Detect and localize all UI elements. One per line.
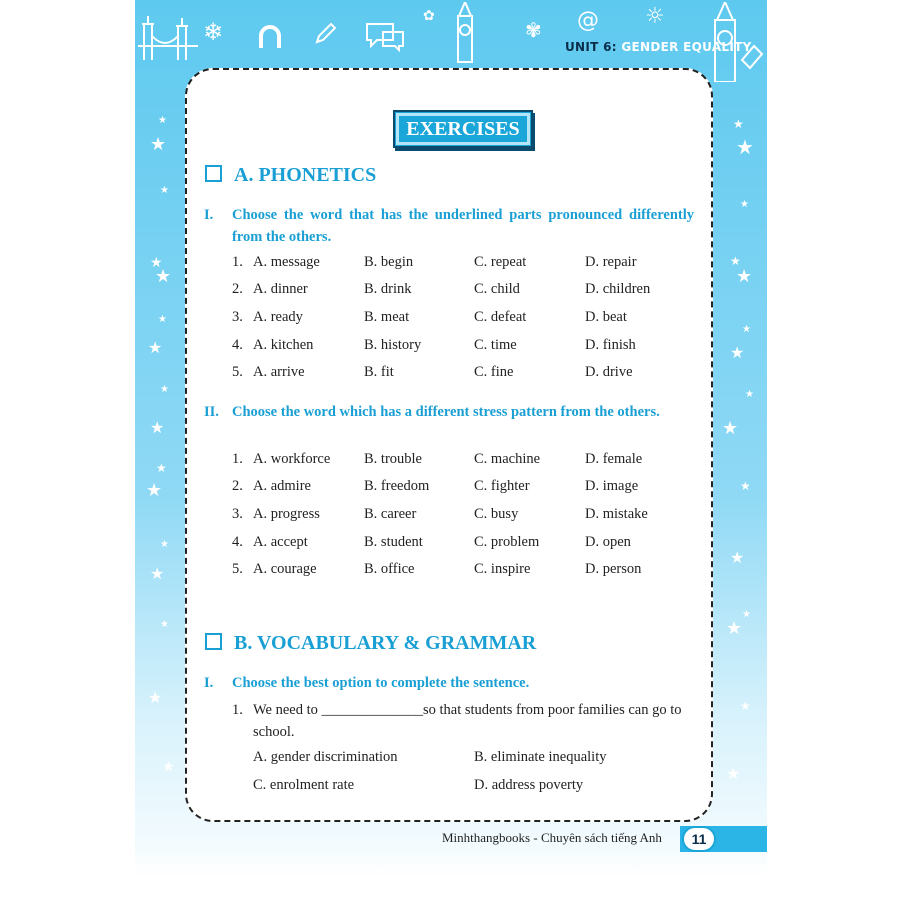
butterfly-icon: ✿ [423, 8, 435, 24]
section-b-heading: B. VOCABULARY & GRAMMAR [205, 632, 536, 655]
section-a-heading: A. PHONETICS [205, 164, 376, 187]
star-icon: ★ [730, 548, 745, 567]
star-icon: ★ [726, 618, 743, 639]
star-icon: ★ [740, 699, 751, 713]
star-icon: ★ [730, 254, 741, 268]
option-c: C. enrolment rate [253, 777, 355, 793]
star-icon: ★ [160, 185, 169, 196]
star-icon: ★ [148, 338, 163, 357]
instruction-a1: I. Choose the word that has the underlined parts pronounced differently from the others. [204, 207, 694, 245]
footer-text: Minhthangbooks - Chuyên sách tiếng Anh [442, 830, 662, 845]
star-icon: ★ [158, 115, 167, 126]
star-icon: ★ [146, 480, 163, 501]
pencil-icon [313, 20, 339, 46]
page-number: 11 [682, 826, 716, 852]
star-icon: ★ [148, 688, 163, 707]
star-icon: ★ [160, 619, 169, 630]
star-icon: ★ [162, 759, 175, 775]
instruction-b1: I. Choose the best option to complete the sentence. [204, 675, 530, 691]
star-icon: ★ [150, 255, 163, 271]
tower-bridge-icon [138, 12, 198, 62]
star-icon: ★ [742, 324, 751, 335]
star-icon: ★ [160, 539, 169, 550]
star-icon: ★ [158, 314, 167, 325]
star-icon: ★ [726, 764, 741, 783]
star-icon: ★ [742, 609, 751, 620]
star-icon: ★ [722, 418, 739, 439]
star-icon: ★ [155, 266, 172, 287]
snowflake-icon: ❄ [203, 18, 224, 46]
star-icon: ★ [160, 384, 169, 395]
checkbox-square-icon [205, 165, 222, 182]
star-icon: ★ [730, 343, 745, 362]
maple-leaf-icon: ✾ [525, 18, 542, 42]
star-icon: ★ [736, 266, 753, 287]
lightbulb-icon: ☼ [645, 4, 665, 29]
horseshoe-magnet-icon [255, 22, 285, 52]
star-icon: ★ [733, 117, 744, 131]
exercises-banner: EXERCISES [393, 110, 533, 148]
star-icon: ★ [150, 134, 167, 155]
star-icon: ★ [740, 199, 749, 210]
option-a: A. gender discrimination [253, 749, 398, 765]
star-icon: ★ [736, 135, 754, 159]
star-icon: ★ [156, 461, 167, 475]
option-d: D. address poverty [474, 777, 584, 793]
big-ben-icon [450, 2, 480, 64]
checkbox-square-icon [205, 633, 222, 650]
star-icon: ★ [745, 389, 754, 400]
instruction-a2: II. Choose the word which has a different stress pattern from the others. [204, 404, 660, 420]
option-b: B. eliminate inequality [474, 749, 607, 765]
star-icon: ★ [150, 418, 165, 437]
question-1: 1. We need to ______________so that students from poor families can go to school. [232, 702, 682, 740]
star-icon: ★ [740, 479, 751, 493]
page-fade [135, 850, 767, 900]
star-icon: ★ [150, 564, 165, 583]
at-sign-icon: @ [577, 8, 599, 33]
unit-title: UNIT 6: GENDER EQUALITY [565, 40, 752, 54]
speech-bubble-icon [363, 20, 407, 52]
